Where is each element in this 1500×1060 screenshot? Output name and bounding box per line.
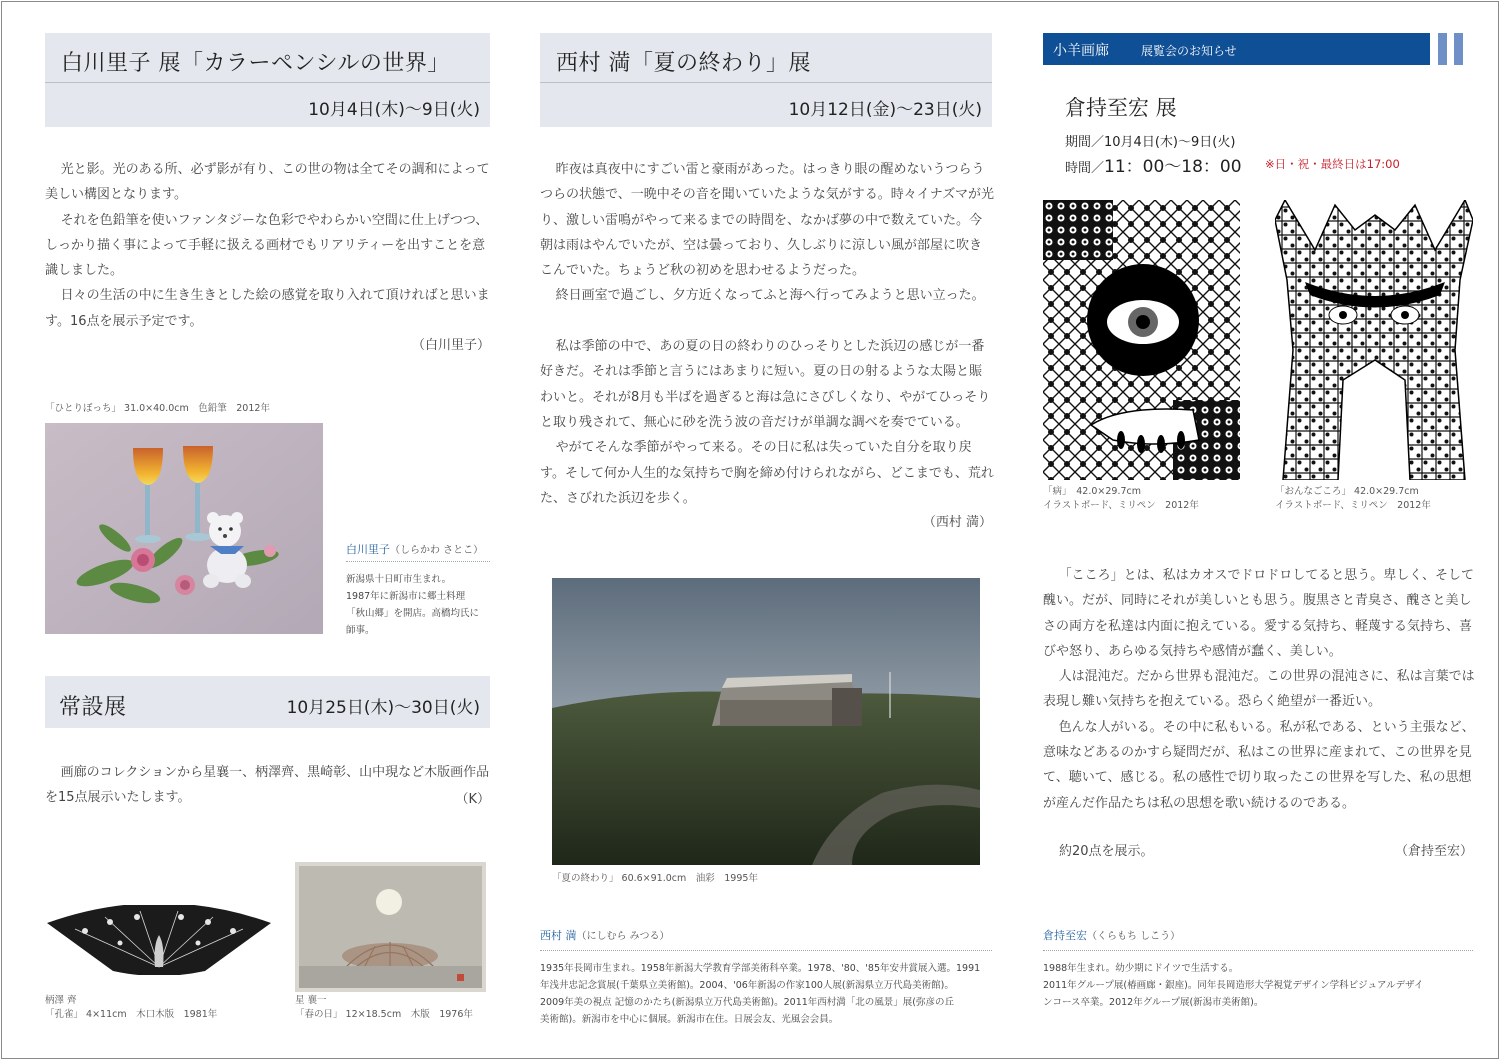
kuramochi-hours bbox=[1065, 152, 1242, 177]
bio-line: 「秋山郷」を開店。高橋均氏に bbox=[346, 608, 480, 619]
gallery-name: 小羊画廊 bbox=[1053, 43, 1109, 59]
bio-line: 1935年長岡市生まれ。1958年新潟大学教育学部美術科卒業。1978、'80、'85年安井賞展入選。1991 bbox=[540, 963, 981, 974]
bio-name: 白川里子 bbox=[346, 543, 390, 556]
bio-line: 師事。 bbox=[346, 625, 375, 636]
time-value: 11：00～18：00 bbox=[1104, 157, 1242, 177]
artwork-illness bbox=[1043, 200, 1240, 480]
artwork-details: イラストボード、ミリペン 2012年 bbox=[1275, 500, 1431, 511]
period-label: 期間／ bbox=[1065, 135, 1105, 150]
bio-line: 1987年に新潟市に郷土料理 bbox=[346, 591, 466, 602]
nishimura-artwork-image bbox=[552, 578, 980, 865]
permanent-text bbox=[45, 760, 490, 811]
permanent-date: 10月25日(木)～30日(火) bbox=[286, 698, 480, 718]
hoshi-caption bbox=[295, 994, 473, 1022]
kuramochi-bio bbox=[1043, 960, 1473, 1011]
artwork-womans-heart bbox=[1275, 200, 1473, 480]
dotted-divider bbox=[346, 561, 490, 562]
bio-reading: （にしむら みつる） bbox=[576, 931, 670, 942]
paragraph: 終日画室で過ごし、夕方近くなってふと海へ行ってみようと思い立った。 bbox=[555, 288, 985, 304]
artist-name: 柄澤 齊 bbox=[45, 995, 77, 1006]
bio-line: 2009年美の視点 記憶のかたち(新潟県立万代島美術館)。2011年西村満「北の風景」展(弥彦の丘 bbox=[540, 997, 954, 1008]
illness-caption bbox=[1043, 485, 1199, 513]
bio-name: 西村 満 bbox=[540, 929, 577, 942]
nishimura-bio-name bbox=[540, 927, 669, 943]
paragraph: 色んな人がいる。その中に私もいる。私が私である、という主張など、意味などあるのかすら疑問だが、私はこの世界に産まれて、この世界を見て、聴いて、感じる。私の感性で切り取ったこの世界を写した、私の思想が産んだ作品たちは私の思想を歌い続けるのである。 bbox=[1043, 719, 1475, 811]
kuramochi-count: 約20点を展示。 bbox=[1059, 844, 1154, 859]
artwork-details: イラストボード、ミリペン 2012年 bbox=[1043, 500, 1199, 511]
nishimura-artwork-caption: 「夏の終わり」 60.6×91.0cm 油彩 1995年 bbox=[552, 873, 758, 884]
shirakawa-text bbox=[45, 157, 490, 334]
time-label: 時間／ bbox=[1065, 161, 1105, 176]
period-value: 10月4日(木)～9日(火) bbox=[1104, 135, 1236, 150]
artwork-peacock bbox=[45, 905, 273, 975]
shirakawa-signature: （白川里子） bbox=[411, 338, 490, 353]
bio-line: 2011年グループ展(椿画廊・銀座)。同年長岡造形大学視覚デザイン学科ビジュアルデザイ bbox=[1043, 980, 1424, 991]
spring-day-artwork-image bbox=[295, 862, 486, 992]
decorative-tab bbox=[1454, 33, 1463, 65]
notice-label: 展覧会のお知らせ bbox=[1141, 44, 1237, 58]
kuramochi-text bbox=[1043, 563, 1475, 816]
bio-reading: （しらかわ さとこ） bbox=[390, 545, 484, 556]
shirakawa-title: 白川里子 展「カラーペンシルの世界」 bbox=[61, 51, 450, 76]
artwork-title: 「病」 42.0×29.7cm bbox=[1043, 486, 1141, 497]
karasawa-caption bbox=[45, 994, 217, 1022]
kuramochi-period bbox=[1065, 131, 1235, 150]
header-divider bbox=[45, 82, 490, 83]
bio-line: 美術館)。新潟市を中心に個展。新潟市在住。日展会友、光風会会員。 bbox=[540, 1014, 839, 1025]
permanent-signature: （K） bbox=[455, 792, 490, 807]
kuramochi-bio-name bbox=[1043, 927, 1180, 943]
dotted-divider bbox=[1043, 950, 1473, 951]
gallery-notice-bar bbox=[1043, 33, 1430, 65]
nishimura-date: 10月12日(金)～23日(火) bbox=[788, 100, 982, 120]
paragraph-spacer bbox=[540, 309, 994, 334]
shirakawa-header bbox=[45, 33, 490, 127]
bio-line: 年浅井忠記念賞展(千葉県立美術館)。2004、'06年新潟の作家100人展(新潟県立万代島美術館)。 bbox=[540, 980, 954, 991]
kuramochi-signature: （倉持至宏） bbox=[1394, 844, 1473, 859]
nishimura-text bbox=[540, 157, 994, 511]
illness-artwork-image bbox=[1043, 200, 1240, 480]
bio-reading: （くらもち しこう） bbox=[1087, 931, 1181, 942]
permanent-header bbox=[45, 676, 490, 728]
header-divider bbox=[540, 82, 992, 83]
artwork-end-of-summer bbox=[552, 578, 980, 865]
artwork-details: 「春の日」 12×18.5cm 木版 1976年 bbox=[295, 1009, 473, 1020]
artwork-details: 「孔雀」 4×11cm 木口木版 1981年 bbox=[45, 1009, 218, 1020]
paragraph: 私は季節の中で、あの夏の日の終わりのひっそりとした浜辺の感じが一番好きだ。それは季節と言うにはあまりに短い。夏の日の射るような太陽と賑わいと。それが8月も半ばを過ぎると海は急にさびしくなり、やがてひっそりと取り残されて、無心に砂を洗う波の音だけが単調な調べを奏でている。 bbox=[540, 339, 991, 430]
shirakawa-artwork-caption: 「ひとりぼっち」 31.0×40.0cm 色鉛筆 2012年 bbox=[45, 403, 270, 414]
permanent-title: 常設展 bbox=[59, 695, 127, 720]
paragraph: それを色鉛筆を使いファンタジーな色彩でやわらかい空間に仕上げつつ、しっかり描く事によって手軽に扱える画材でもリアリティーを出すことを意識しました。 bbox=[45, 212, 489, 279]
paragraph: 昨夜は真夜中にすごい雷と豪雨があった。はっきり眼の醒めないうつらうつらの状態で、一晩中その音を聞いていたような気がする。時々イナズマが光り、激しい雷鳴がやって来るまでの時間を、なかば夢の中で数えていた。今朝は雨はやんでいたが、空は曇っており、久しぶりに涼しい風が部屋に吹きこんでいた。ちょうど秋の初めを思わせるようだった。 bbox=[540, 162, 994, 279]
nishimura-header bbox=[540, 33, 992, 127]
artwork-colored-pencil bbox=[45, 423, 323, 634]
artist-name: 星 襄一 bbox=[295, 995, 327, 1006]
kuramochi-title: 倉持至宏 展 bbox=[1065, 96, 1177, 120]
shirakawa-artwork-image bbox=[45, 423, 323, 634]
paragraph: 画廊のコレクションから星襄一、柄澤齊、黒崎彰、山中現など木版画作品を15点展示いたします。 bbox=[45, 765, 490, 806]
shirakawa-bio-name bbox=[346, 541, 483, 557]
bio-line: 1988年生まれ。幼少期にドイツで生活する。 bbox=[1043, 963, 1239, 974]
nishimura-signature: （西村 満） bbox=[922, 515, 992, 530]
paragraph: やがてそんな季節がやって来る。その日に私は失っていた自分を取り戻す。そして何か人生的な気持ちで胸を締め付けられながら、どこまでも、荒れた、さびれた浜辺を歩く。 bbox=[540, 440, 994, 506]
peacock-artwork-image bbox=[45, 905, 273, 975]
bio-line: 新潟県十日町市生まれ。 bbox=[346, 574, 452, 585]
womans-heart-caption bbox=[1275, 485, 1431, 513]
paragraph: 光と影。光のある所、必ず影が有り、この世の物は全てその調和によって美しい構図となります。 bbox=[45, 162, 490, 203]
paragraph: 人は混沌だ。だから世界も混沌だ。この世界の混沌さに、私は言葉では表現し難い気持ちを抱えている。恐らく絶望が一番近い。 bbox=[1043, 669, 1475, 710]
time-note: ※日・祝・最終日は17:00 bbox=[1265, 157, 1400, 171]
bio-line: ンコース卒業。2012年グループ展(新潟市美術館)。 bbox=[1043, 997, 1264, 1008]
decorative-tab bbox=[1438, 33, 1447, 65]
bio-name: 倉持至宏 bbox=[1043, 929, 1087, 942]
paragraph: 「こころ」とは、私はカオスでドロドロしてると思う。卑しく、そして醜い。だが、同時にそれが美しいとも思う。腹黒さと青臭さ、醜さと美しさの両方を私達は内面に抱えている。愛する気持ち、軽蔑する気持ち、喜びや怒り、あらゆる気持ちや感情が蠢く、美しい。 bbox=[1043, 568, 1474, 659]
womans-heart-artwork-image bbox=[1275, 200, 1473, 480]
shirakawa-date: 10月4日(木)～9日(火) bbox=[308, 100, 480, 120]
shirakawa-bio bbox=[346, 571, 491, 639]
paragraph: 日々の生活の中に生き生きとした絵の感覚を取り入れて頂ければと思います。16点を展示予定です。 bbox=[45, 288, 490, 329]
artwork-spring-day bbox=[295, 862, 486, 992]
artwork-title: 「おんなごころ」 42.0×29.7cm bbox=[1275, 486, 1419, 497]
nishimura-bio bbox=[540, 960, 1000, 1028]
nishimura-title: 西村 満「夏の終わり」展 bbox=[556, 51, 811, 76]
dotted-divider bbox=[540, 950, 992, 951]
